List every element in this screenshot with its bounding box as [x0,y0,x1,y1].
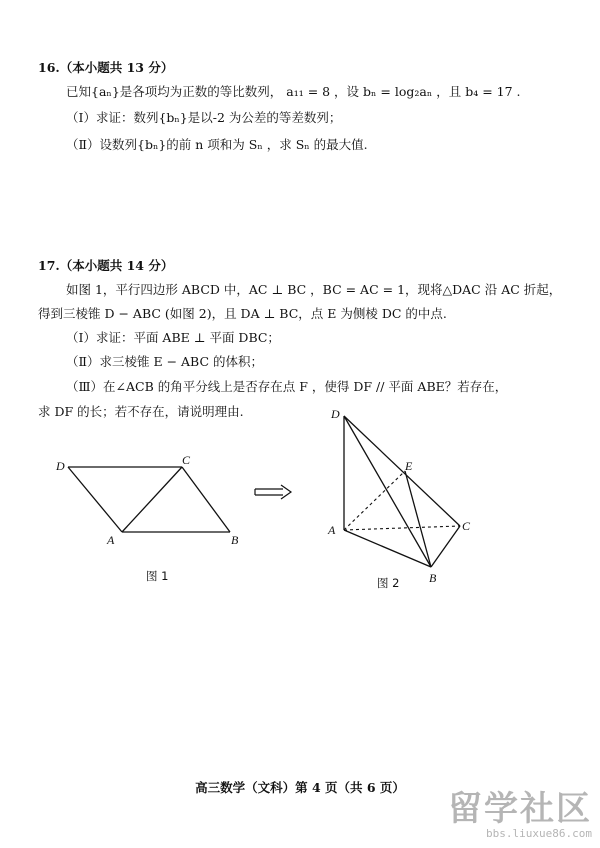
fig2-label-c: C [462,519,471,533]
fig1-label-a: A [107,533,115,547]
fig1-label-d: D [56,459,65,473]
page-footer: 高三数学（文科）第 4 页（共 6 页） [195,780,405,795]
fig1-label-c: C [182,453,191,467]
figure2-diagram [318,400,478,590]
fig2-label-a: A [328,523,336,537]
figure2-caption: 图 2 [377,576,400,590]
q16-part1: （Ⅰ）求证：数列{bₙ}是以-2 为公差的等差数列； [66,110,342,125]
figure1-diagram [40,450,260,560]
fig2-edge-dc [344,416,460,526]
fig2-label-b: B [429,571,437,585]
fig2-edge-db [344,416,431,567]
q17-part1: （Ⅰ）求证：平面 ABE ⊥ 平面 DBC； [66,330,280,345]
figure1-caption: 图 1 [146,569,169,583]
watermark [448,791,592,840]
q17-part2: （Ⅱ）求三棱锥 E − ABC 的体积； [66,354,263,369]
fig2-edge-ac-dashed [344,526,460,530]
fig2-edge-cb [431,526,460,567]
fig2-edge-ae-dashed [344,471,405,530]
q17-part3a: （Ⅲ）在∠ACB 的角平分线上是否存在点 F ，使得 DF // 平面 ABE？若存在， [66,379,508,394]
fig1-edge-cb [182,467,230,532]
q16-header: 16.（本小题共 13 分） [38,60,174,75]
fig1-edge-ca [122,467,182,532]
q17-line2: 得到三棱锥 D − ABC (如图 2)，且 DA ⊥ BC，点 E 为侧棱 DC 的中点. [38,306,447,321]
fig2-label-d: D [331,407,340,421]
q16-stem: 已知{aₙ}是各项均为正数的等比数列， a₁₁ = 8 ，设 bₙ = log₂aₙ ，且 b₄ = 17 . [66,84,521,99]
fig1-label-b: B [231,533,239,547]
fig2-label-e: E [405,459,413,473]
fig2-edge-ab [344,530,431,567]
q17-header: 17.（本小题共 14 分） [38,258,174,273]
q17-part3b: 求 DF 的长；若不存在，请说明理由. [38,404,244,419]
q16-part2: （Ⅱ）设数列{bₙ}的前 n 项和为 Sₙ ，求 Sₙ 的最大值. [66,137,368,152]
fig1-edge-da [68,467,122,532]
double-arrow-icon [253,483,295,501]
watermark-text: 留学社区 [448,789,592,829]
watermark-url: bbs.liuxue86.com [486,827,592,840]
q17-line1: 如图 1，平行四边形 ABCD 中，AC ⊥ BC ，BC = AC = 1，现将△DAC 沿 AC 折起， [66,282,562,297]
